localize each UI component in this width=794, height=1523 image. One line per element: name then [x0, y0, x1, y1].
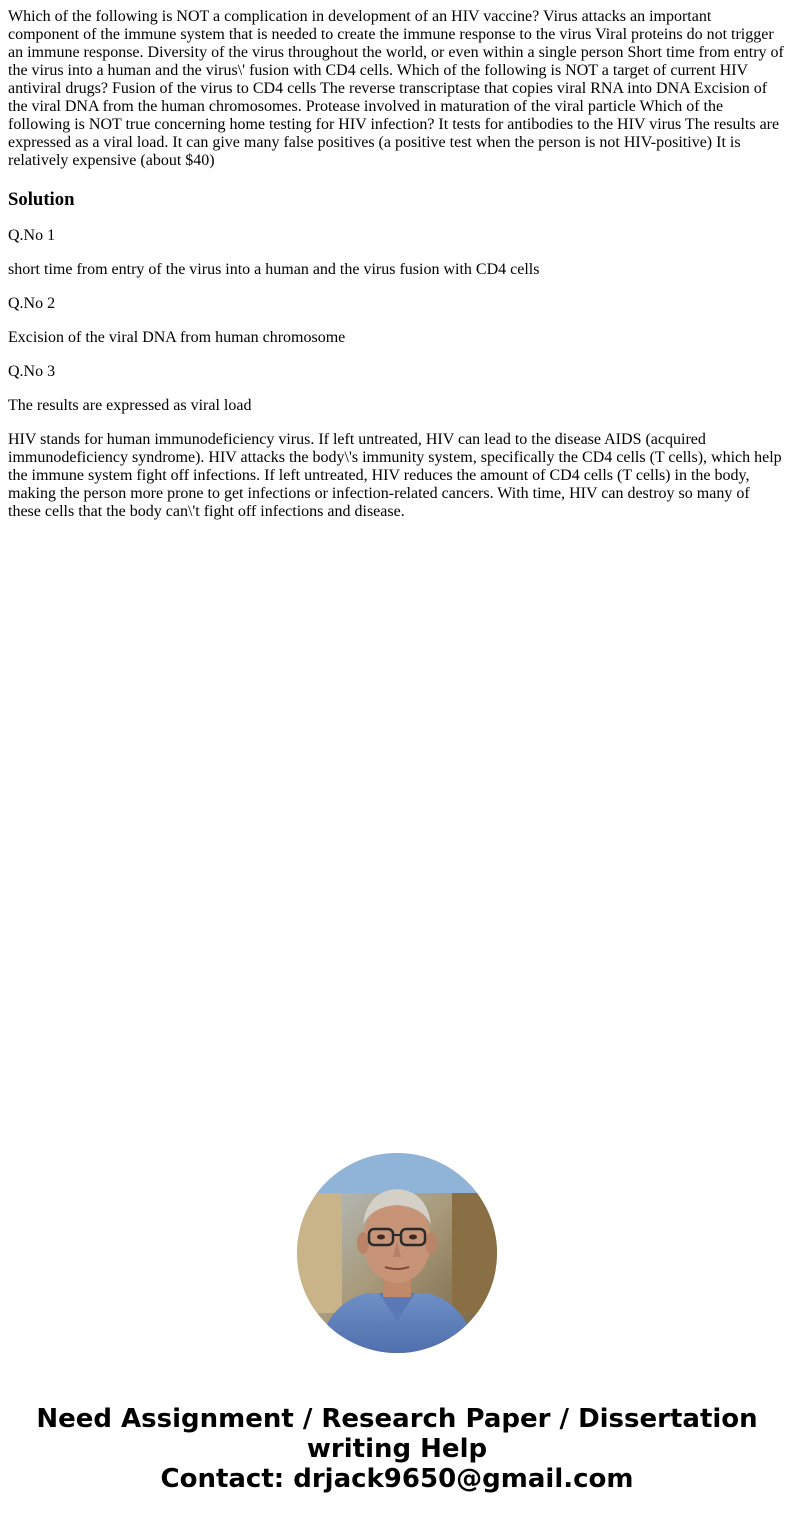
answer-label-1: Q.No 1 [8, 227, 56, 244]
answer-label-2: Q.No 2 [8, 295, 56, 312]
promo-contact: Contact: drjack9650@gmail.com [160, 1464, 634, 1494]
document-content [8, 8, 786, 521]
author-avatar [297, 1153, 497, 1353]
explanation-text: HIV stands for human immunodeficiency virus. If left untreated, HIV can lead to the disease AIDS (acquired immunodeficiency syndrome). HIV attacks the body\'s immunity system, specifically the CD4 cells (T cells), which help the immune system fight off infections. If left untreated, HIV reduces the amount of CD4 cells (T cells) in the body, making the person more prone to get infections or infection-related cancers. With time, HIV can destroy so many of these cells that the body can\'t fight off infections and disease. [8, 431, 782, 520]
answer-label-3: Q.No 3 [8, 363, 56, 380]
solution-heading: Solution [8, 189, 75, 210]
promo-line-2: writing Help [306, 1434, 488, 1464]
question-text: Which of the following is NOT a complication in development of an HIV vaccine? Virus attacks an important component of the immune system that is needed to create the immune response to the virus Viral proteins do not trigger an immune response. Diversity of the virus throughout the world, or even within a single person Short time from entry of the virus into a human and the virus\' fusion with CD4 cells. Which of the following is NOT a target of current HIV antiviral drugs? Fusion of the virus to CD4 cells The reverse transcriptase that copies viral RNA into DNA Excision of the viral DNA from the human chromosomes. Protease involved in maturation of the viral particle Which of the following is NOT true concerning home testing for HIV infection? It tests for antibodies to the HIV virus The results are expressed as a viral load. It can give many false positives (a positive test when the person is not HIV-positive) It is relatively expensive (about $40) [8, 8, 784, 169]
author-portrait-image [297, 1153, 497, 1353]
promo-banner [0, 1404, 794, 1494]
answer-text-1: short time from entry of the virus into a human and the virus fusion with CD4 cells [8, 261, 540, 278]
answer-text-2: Excision of the viral DNA from human chromosome [8, 329, 346, 346]
promo-line-1: Need Assignment / Research Paper / Dissertation [36, 1404, 758, 1434]
answer-text-3: The results are expressed as viral load [8, 397, 252, 414]
